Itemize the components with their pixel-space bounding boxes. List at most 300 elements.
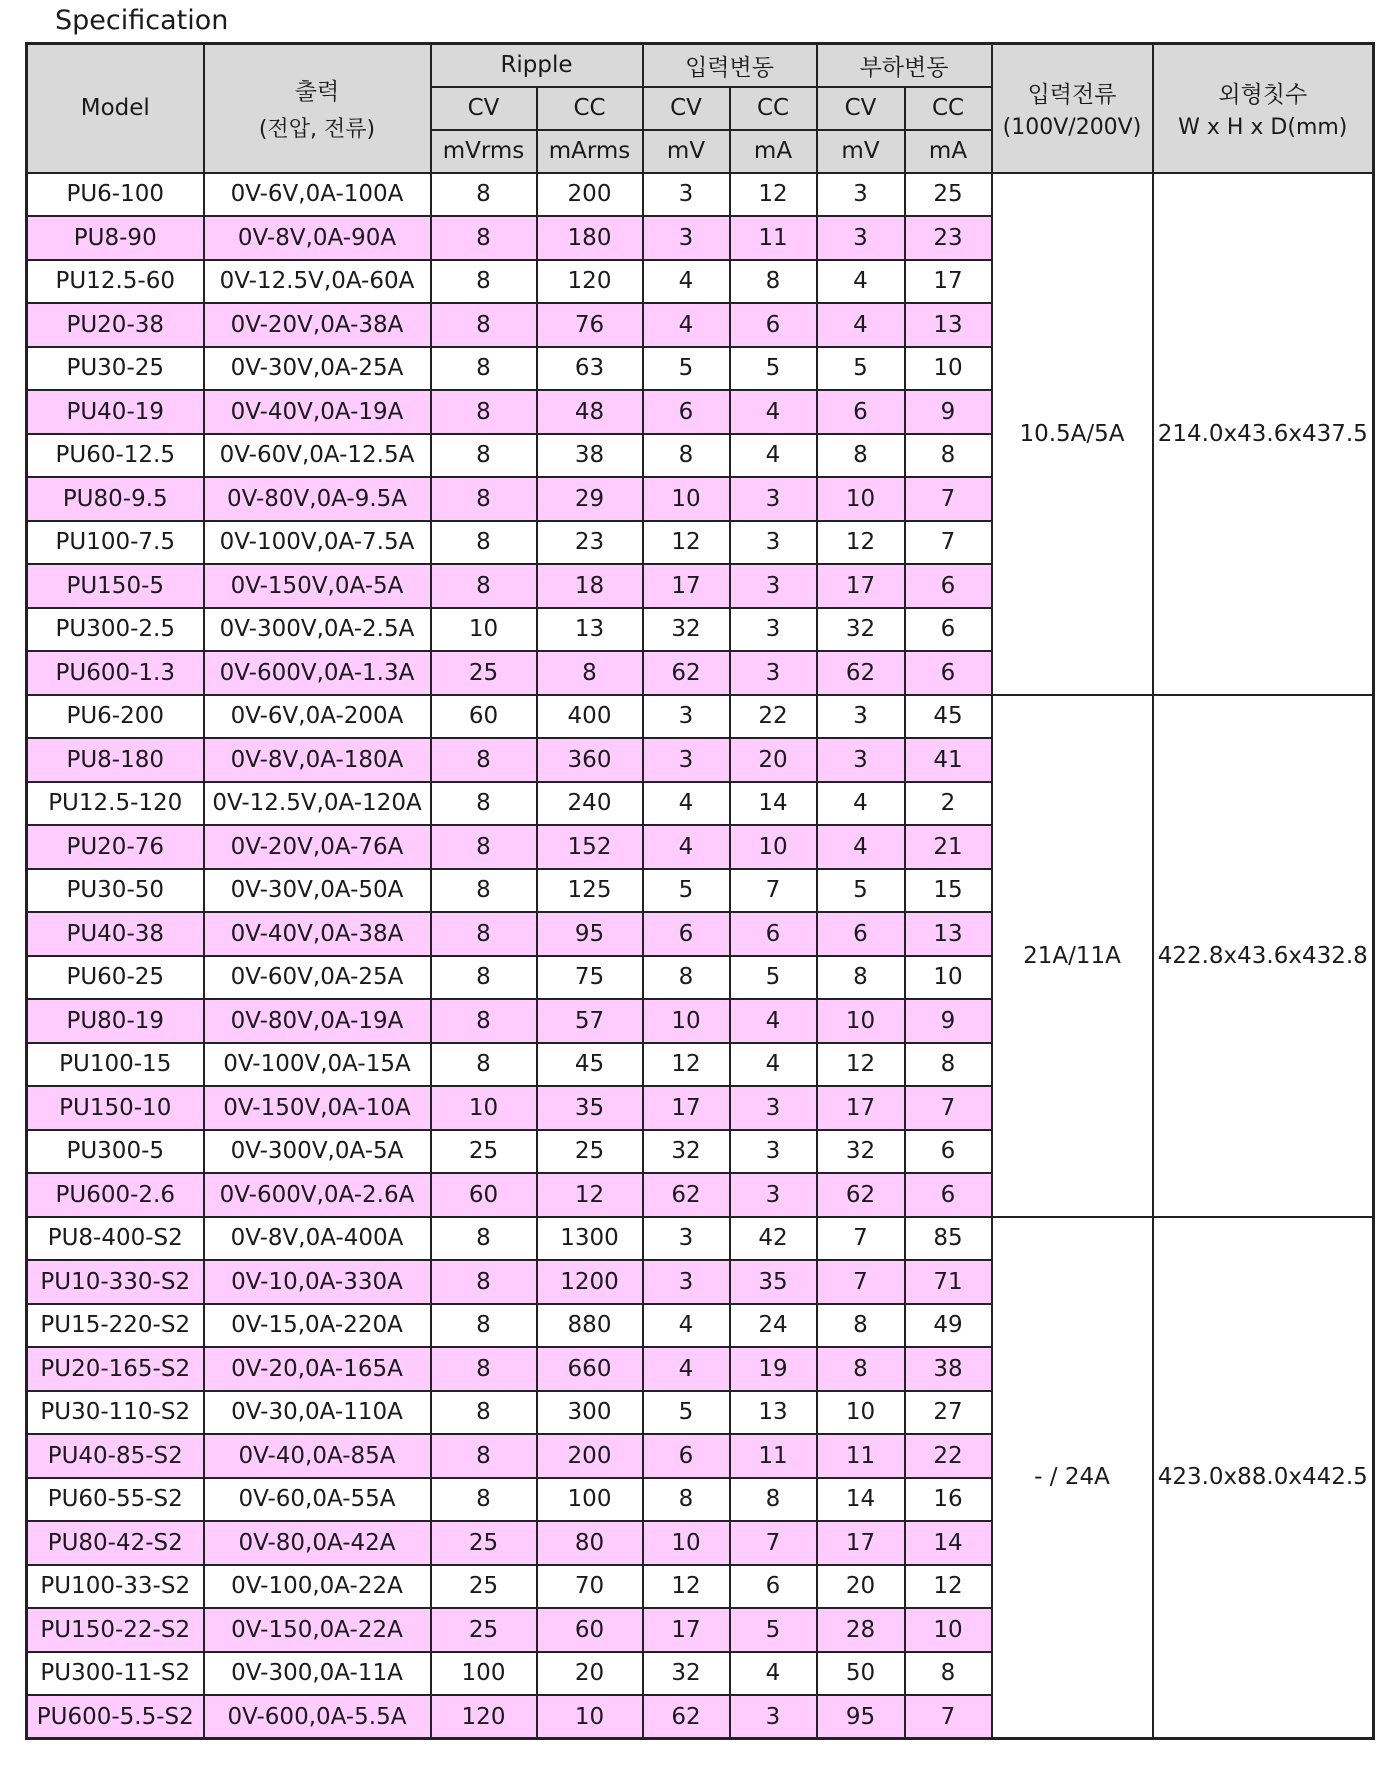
cell-load-cv: 3 — [817, 216, 905, 260]
header-ripple-cc: CC — [537, 87, 643, 130]
cell-load-cv: 50 — [817, 1652, 905, 1696]
cell-line-cc: 12 — [730, 173, 817, 217]
cell-load-cv: 4 — [817, 782, 905, 826]
cell-ripple-cc: 180 — [537, 216, 643, 260]
cell-model: PU12.5-120 — [27, 782, 204, 826]
cell-ripple-cc: 23 — [537, 521, 643, 565]
cell-ripple-cv: 8 — [431, 216, 537, 260]
cell-ripple-cc: 63 — [537, 347, 643, 391]
cell-output: 0V-40V,0A-38A — [204, 912, 431, 956]
cell-model: PU60-55-S2 — [27, 1478, 204, 1522]
cell-ripple-cc: 360 — [537, 738, 643, 782]
table-body — [27, 173, 1374, 1739]
cell-model: PU150-10 — [27, 1086, 204, 1130]
cell-model: PU40-38 — [27, 912, 204, 956]
cell-ripple-cc: 18 — [537, 564, 643, 608]
cell-model: PU600-5.5-S2 — [27, 1695, 204, 1739]
cell-load-cv: 62 — [817, 651, 905, 695]
cell-output: 0V-60,0A-55A — [204, 1478, 431, 1522]
cell-ripple-cv: 25 — [431, 1130, 537, 1174]
header-dimensions — [1153, 44, 1374, 173]
cell-model: PU300-11-S2 — [27, 1652, 204, 1696]
cell-ripple-cc: 95 — [537, 912, 643, 956]
cell-output: 0V-80V,0A-19A — [204, 999, 431, 1043]
cell-line-cv: 5 — [643, 1391, 730, 1435]
cell-line-cv: 3 — [643, 1260, 730, 1304]
cell-ripple-cc: 400 — [537, 695, 643, 739]
cell-ripple-cv: 8 — [431, 1347, 537, 1391]
cell-load-cv: 8 — [817, 956, 905, 1000]
cell-load-cv: 20 — [817, 1565, 905, 1609]
cell-line-cv: 4 — [643, 303, 730, 347]
cell-dimensions: 422.8x43.6x432.8 — [1153, 695, 1374, 1217]
cell-line-cv: 4 — [643, 1304, 730, 1348]
cell-model: PU40-85-S2 — [27, 1434, 204, 1478]
header-ripple: Ripple — [431, 44, 643, 87]
cell-load-cv: 14 — [817, 1478, 905, 1522]
cell-model: PU80-42-S2 — [27, 1521, 204, 1565]
cell-output: 0V-8V,0A-180A — [204, 738, 431, 782]
cell-load-cc: 10 — [905, 1608, 992, 1652]
cell-load-cv: 11 — [817, 1434, 905, 1478]
cell-load-cv: 10 — [817, 1391, 905, 1435]
cell-line-cc: 13 — [730, 1391, 817, 1435]
cell-ripple-cv: 8 — [431, 1043, 537, 1087]
cell-model: PU15-220-S2 — [27, 1304, 204, 1348]
cell-output: 0V-150V,0A-5A — [204, 564, 431, 608]
cell-line-cv: 17 — [643, 1608, 730, 1652]
cell-line-cc: 4 — [730, 1043, 817, 1087]
cell-output: 0V-600V,0A-1.3A — [204, 651, 431, 695]
cell-load-cv: 3 — [817, 173, 905, 217]
cell-ripple-cv: 8 — [431, 1391, 537, 1435]
page-title: Specification — [55, 5, 229, 36]
cell-ripple-cv: 120 — [431, 1695, 537, 1739]
header-output-sub: (전압, 전류) — [258, 117, 376, 143]
cell-line-cc: 19 — [730, 1347, 817, 1391]
cell-load-cc: 71 — [905, 1260, 992, 1304]
cell-load-cv: 8 — [817, 1304, 905, 1348]
cell-ripple-cc: 70 — [537, 1565, 643, 1609]
table-row — [27, 173, 1374, 217]
cell-load-cc: 49 — [905, 1304, 992, 1348]
cell-ripple-cv: 25 — [431, 1608, 537, 1652]
cell-model: PU20-165-S2 — [27, 1347, 204, 1391]
cell-load-cv: 28 — [817, 1608, 905, 1652]
cell-line-cv: 3 — [643, 695, 730, 739]
cell-ripple-cv: 8 — [431, 999, 537, 1043]
cell-load-cv: 5 — [817, 869, 905, 913]
cell-output: 0V-40,0A-85A — [204, 1434, 431, 1478]
cell-ripple-cc: 29 — [537, 477, 643, 521]
cell-load-cc: 7 — [905, 1086, 992, 1130]
cell-line-cv: 4 — [643, 1347, 730, 1391]
cell-line-cv: 32 — [643, 1652, 730, 1696]
cell-ripple-cc: 200 — [537, 1434, 643, 1478]
cell-ripple-cv: 8 — [431, 173, 537, 217]
cell-ripple-cc: 1200 — [537, 1260, 643, 1304]
cell-line-cv: 12 — [643, 1043, 730, 1087]
header-load-cv: CV — [817, 87, 905, 130]
unit-load-cc: mA — [905, 130, 992, 173]
cell-line-cc: 3 — [730, 477, 817, 521]
cell-load-cv: 6 — [817, 912, 905, 956]
cell-ripple-cc: 35 — [537, 1086, 643, 1130]
cell-ripple-cc: 12 — [537, 1173, 643, 1217]
cell-line-cc: 8 — [730, 1478, 817, 1522]
cell-line-cc: 42 — [730, 1217, 817, 1261]
cell-output: 0V-30,0A-110A — [204, 1391, 431, 1435]
cell-input-current: 21A/11A — [992, 695, 1153, 1217]
cell-ripple-cv: 25 — [431, 1521, 537, 1565]
cell-load-cv: 32 — [817, 1130, 905, 1174]
cell-output: 0V-8V,0A-400A — [204, 1217, 431, 1261]
cell-line-cc: 24 — [730, 1304, 817, 1348]
cell-line-cv: 32 — [643, 608, 730, 652]
cell-line-cv: 12 — [643, 521, 730, 565]
cell-ripple-cv: 8 — [431, 1260, 537, 1304]
cell-line-cc: 3 — [730, 1173, 817, 1217]
cell-ripple-cv: 25 — [431, 1565, 537, 1609]
table-row — [27, 1217, 1374, 1261]
cell-line-cv: 4 — [643, 782, 730, 826]
cell-line-cv: 8 — [643, 956, 730, 1000]
cell-line-cv: 3 — [643, 173, 730, 217]
cell-load-cc: 7 — [905, 477, 992, 521]
cell-line-cc: 3 — [730, 521, 817, 565]
cell-line-cc: 3 — [730, 1695, 817, 1739]
cell-output: 0V-12.5V,0A-60A — [204, 260, 431, 304]
header-input-current-main: 입력전류 — [1027, 82, 1117, 109]
cell-load-cc: 6 — [905, 1130, 992, 1174]
cell-load-cc: 16 — [905, 1478, 992, 1522]
cell-ripple-cv: 8 — [431, 1434, 537, 1478]
cell-model: PU150-5 — [27, 564, 204, 608]
cell-line-cc: 8 — [730, 260, 817, 304]
cell-load-cv: 4 — [817, 303, 905, 347]
cell-model: PU6-100 — [27, 173, 204, 217]
cell-model: PU20-38 — [27, 303, 204, 347]
cell-ripple-cv: 8 — [431, 564, 537, 608]
cell-load-cv: 12 — [817, 1043, 905, 1087]
cell-line-cc: 3 — [730, 1086, 817, 1130]
cell-load-cc: 7 — [905, 521, 992, 565]
cell-line-cv: 32 — [643, 1130, 730, 1174]
cell-model: PU600-1.3 — [27, 651, 204, 695]
cell-output: 0V-300V,0A-2.5A — [204, 608, 431, 652]
cell-line-cv: 12 — [643, 1565, 730, 1609]
cell-load-cc: 6 — [905, 1173, 992, 1217]
cell-line-cv: 6 — [643, 1434, 730, 1478]
cell-ripple-cc: 75 — [537, 956, 643, 1000]
cell-ripple-cc: 120 — [537, 260, 643, 304]
cell-ripple-cc: 25 — [537, 1130, 643, 1174]
cell-load-cc: 27 — [905, 1391, 992, 1435]
cell-model: PU300-5 — [27, 1130, 204, 1174]
specification-table — [25, 42, 1375, 1740]
cell-model: PU8-400-S2 — [27, 1217, 204, 1261]
cell-line-cv: 3 — [643, 216, 730, 260]
cell-output: 0V-12.5V,0A-120A — [204, 782, 431, 826]
cell-load-cv: 32 — [817, 608, 905, 652]
cell-model: PU300-2.5 — [27, 608, 204, 652]
cell-load-cc: 8 — [905, 1652, 992, 1696]
cell-ripple-cv: 8 — [431, 303, 537, 347]
cell-load-cv: 5 — [817, 347, 905, 391]
cell-output: 0V-300V,0A-5A — [204, 1130, 431, 1174]
cell-line-cc: 22 — [730, 695, 817, 739]
header-model: Model — [27, 44, 204, 173]
unit-ripple-cv: mVrms — [431, 130, 537, 173]
cell-output: 0V-80,0A-42A — [204, 1521, 431, 1565]
cell-ripple-cv: 100 — [431, 1652, 537, 1696]
cell-input-current: 10.5A/5A — [992, 173, 1153, 695]
cell-ripple-cc: 8 — [537, 651, 643, 695]
cell-load-cc: 85 — [905, 1217, 992, 1261]
cell-line-cv: 6 — [643, 912, 730, 956]
unit-ripple-cc: mArms — [537, 130, 643, 173]
cell-output: 0V-6V,0A-200A — [204, 695, 431, 739]
cell-ripple-cv: 8 — [431, 1478, 537, 1522]
cell-ripple-cc: 80 — [537, 1521, 643, 1565]
cell-ripple-cv: 10 — [431, 1086, 537, 1130]
header-line-cv: CV — [643, 87, 730, 130]
cell-model: PU100-33-S2 — [27, 1565, 204, 1609]
cell-line-cc: 7 — [730, 1521, 817, 1565]
cell-output: 0V-15,0A-220A — [204, 1304, 431, 1348]
cell-ripple-cc: 200 — [537, 173, 643, 217]
header-line-regulation: 입력변동 — [643, 44, 817, 87]
cell-load-cc: 12 — [905, 1565, 992, 1609]
header-input-current-sub: (100V/200V) — [1002, 115, 1142, 141]
cell-ripple-cv: 8 — [431, 477, 537, 521]
cell-output: 0V-100,0A-22A — [204, 1565, 431, 1609]
cell-line-cc: 6 — [730, 303, 817, 347]
cell-load-cc: 8 — [905, 1043, 992, 1087]
cell-ripple-cc: 13 — [537, 608, 643, 652]
cell-line-cc: 4 — [730, 434, 817, 478]
cell-output: 0V-20,0A-165A — [204, 1347, 431, 1391]
cell-line-cc: 3 — [730, 1130, 817, 1174]
cell-ripple-cv: 60 — [431, 695, 537, 739]
cell-ripple-cc: 57 — [537, 999, 643, 1043]
cell-dimensions: 214.0x43.6x437.5 — [1153, 173, 1374, 695]
cell-load-cv: 4 — [817, 260, 905, 304]
cell-ripple-cv: 8 — [431, 782, 537, 826]
cell-ripple-cv: 8 — [431, 1217, 537, 1261]
cell-load-cc: 41 — [905, 738, 992, 782]
cell-model: PU60-12.5 — [27, 434, 204, 478]
cell-load-cv: 95 — [817, 1695, 905, 1739]
cell-dimensions: 423.0x88.0x442.5 — [1153, 1217, 1374, 1739]
cell-ripple-cv: 8 — [431, 260, 537, 304]
header-load-regulation: 부하변동 — [817, 44, 992, 87]
cell-line-cc: 20 — [730, 738, 817, 782]
cell-load-cv: 7 — [817, 1260, 905, 1304]
cell-output: 0V-600V,0A-2.6A — [204, 1173, 431, 1217]
cell-model: PU150-22-S2 — [27, 1608, 204, 1652]
cell-load-cc: 13 — [905, 303, 992, 347]
cell-ripple-cc: 20 — [537, 1652, 643, 1696]
cell-line-cv: 10 — [643, 999, 730, 1043]
header-dimensions-sub: W x H x D(mm) — [1178, 115, 1348, 141]
cell-ripple-cc: 38 — [537, 434, 643, 478]
cell-ripple-cc: 60 — [537, 1608, 643, 1652]
cell-load-cv: 8 — [817, 1347, 905, 1391]
cell-ripple-cv: 8 — [431, 738, 537, 782]
cell-load-cc: 22 — [905, 1434, 992, 1478]
cell-line-cv: 8 — [643, 434, 730, 478]
cell-line-cv: 5 — [643, 869, 730, 913]
cell-line-cc: 6 — [730, 912, 817, 956]
cell-load-cc: 2 — [905, 782, 992, 826]
cell-output: 0V-80V,0A-9.5A — [204, 477, 431, 521]
cell-line-cc: 11 — [730, 1434, 817, 1478]
cell-line-cv: 10 — [643, 1521, 730, 1565]
cell-load-cc: 38 — [905, 1347, 992, 1391]
cell-line-cv: 5 — [643, 347, 730, 391]
cell-line-cv: 17 — [643, 564, 730, 608]
header-dimensions-main: 외형칫수 — [1218, 82, 1308, 109]
cell-model: PU6-200 — [27, 695, 204, 739]
cell-line-cc: 5 — [730, 347, 817, 391]
cell-line-cc: 35 — [730, 1260, 817, 1304]
cell-output: 0V-6V,0A-100A — [204, 173, 431, 217]
cell-output: 0V-10,0A-330A — [204, 1260, 431, 1304]
cell-output: 0V-150,0A-22A — [204, 1608, 431, 1652]
cell-line-cc: 14 — [730, 782, 817, 826]
cell-line-cc: 4 — [730, 1652, 817, 1696]
cell-load-cc: 8 — [905, 434, 992, 478]
cell-line-cv: 8 — [643, 1478, 730, 1522]
cell-model: PU100-7.5 — [27, 521, 204, 565]
cell-ripple-cc: 100 — [537, 1478, 643, 1522]
header-output — [204, 44, 431, 173]
cell-load-cc: 9 — [905, 390, 992, 434]
cell-load-cv: 17 — [817, 564, 905, 608]
cell-ripple-cv: 60 — [431, 1173, 537, 1217]
cell-line-cc: 6 — [730, 1565, 817, 1609]
cell-line-cv: 4 — [643, 260, 730, 304]
cell-load-cc: 15 — [905, 869, 992, 913]
cell-ripple-cc: 660 — [537, 1347, 643, 1391]
cell-model: PU30-110-S2 — [27, 1391, 204, 1435]
cell-line-cc: 5 — [730, 1608, 817, 1652]
cell-ripple-cv: 25 — [431, 651, 537, 695]
cell-model: PU20-76 — [27, 825, 204, 869]
cell-ripple-cv: 8 — [431, 521, 537, 565]
cell-line-cv: 4 — [643, 825, 730, 869]
cell-line-cc: 11 — [730, 216, 817, 260]
cell-line-cv: 62 — [643, 1173, 730, 1217]
cell-output: 0V-30V,0A-50A — [204, 869, 431, 913]
cell-output: 0V-600,0A-5.5A — [204, 1695, 431, 1739]
cell-ripple-cv: 10 — [431, 608, 537, 652]
cell-ripple-cc: 45 — [537, 1043, 643, 1087]
cell-load-cc: 21 — [905, 825, 992, 869]
cell-line-cc: 3 — [730, 564, 817, 608]
cell-line-cv: 3 — [643, 1217, 730, 1261]
cell-ripple-cv: 8 — [431, 390, 537, 434]
cell-line-cc: 3 — [730, 608, 817, 652]
cell-model: PU80-9.5 — [27, 477, 204, 521]
cell-ripple-cc: 300 — [537, 1391, 643, 1435]
cell-line-cc: 5 — [730, 956, 817, 1000]
cell-model: PU30-25 — [27, 347, 204, 391]
cell-model: PU600-2.6 — [27, 1173, 204, 1217]
cell-load-cv: 8 — [817, 434, 905, 478]
header-load-cc: CC — [905, 87, 992, 130]
cell-line-cc: 10 — [730, 825, 817, 869]
cell-load-cc: 13 — [905, 912, 992, 956]
cell-line-cv: 17 — [643, 1086, 730, 1130]
cell-output: 0V-30V,0A-25A — [204, 347, 431, 391]
cell-load-cc: 25 — [905, 173, 992, 217]
cell-output: 0V-20V,0A-76A — [204, 825, 431, 869]
cell-line-cv: 6 — [643, 390, 730, 434]
cell-line-cc: 7 — [730, 869, 817, 913]
unit-load-cv: mV — [817, 130, 905, 173]
table-row — [27, 695, 1374, 739]
cell-ripple-cc: 48 — [537, 390, 643, 434]
cell-ripple-cv: 8 — [431, 347, 537, 391]
cell-model: PU8-180 — [27, 738, 204, 782]
unit-line-cv: mV — [643, 130, 730, 173]
cell-line-cv: 62 — [643, 1695, 730, 1739]
cell-model: PU80-19 — [27, 999, 204, 1043]
cell-model: PU40-19 — [27, 390, 204, 434]
cell-model: PU8-90 — [27, 216, 204, 260]
cell-load-cv: 12 — [817, 521, 905, 565]
cell-output: 0V-100V,0A-15A — [204, 1043, 431, 1087]
unit-line-cc: mA — [730, 130, 817, 173]
cell-line-cc: 3 — [730, 651, 817, 695]
cell-ripple-cc: 1300 — [537, 1217, 643, 1261]
cell-load-cc: 6 — [905, 651, 992, 695]
cell-output: 0V-60V,0A-12.5A — [204, 434, 431, 478]
cell-ripple-cv: 8 — [431, 956, 537, 1000]
cell-ripple-cv: 8 — [431, 434, 537, 478]
cell-load-cv: 17 — [817, 1086, 905, 1130]
cell-load-cc: 45 — [905, 695, 992, 739]
cell-load-cc: 6 — [905, 608, 992, 652]
cell-input-current: - / 24A — [992, 1217, 1153, 1739]
cell-load-cc: 10 — [905, 956, 992, 1000]
cell-model: PU30-50 — [27, 869, 204, 913]
cell-output: 0V-8V,0A-90A — [204, 216, 431, 260]
cell-load-cv: 7 — [817, 1217, 905, 1261]
cell-model: PU60-25 — [27, 956, 204, 1000]
cell-model: PU10-330-S2 — [27, 1260, 204, 1304]
cell-ripple-cc: 125 — [537, 869, 643, 913]
cell-load-cc: 7 — [905, 1695, 992, 1739]
cell-output: 0V-150V,0A-10A — [204, 1086, 431, 1130]
cell-ripple-cv: 8 — [431, 869, 537, 913]
cell-load-cv: 6 — [817, 390, 905, 434]
cell-load-cc: 6 — [905, 564, 992, 608]
cell-model: PU12.5-60 — [27, 260, 204, 304]
cell-load-cc: 9 — [905, 999, 992, 1043]
cell-output: 0V-20V,0A-38A — [204, 303, 431, 347]
cell-output: 0V-60V,0A-25A — [204, 956, 431, 1000]
cell-load-cv: 4 — [817, 825, 905, 869]
cell-load-cc: 14 — [905, 1521, 992, 1565]
header-output-main: 출력 — [294, 79, 340, 106]
cell-line-cv: 3 — [643, 738, 730, 782]
cell-output: 0V-300,0A-11A — [204, 1652, 431, 1696]
cell-ripple-cv: 8 — [431, 1304, 537, 1348]
cell-ripple-cc: 10 — [537, 1695, 643, 1739]
